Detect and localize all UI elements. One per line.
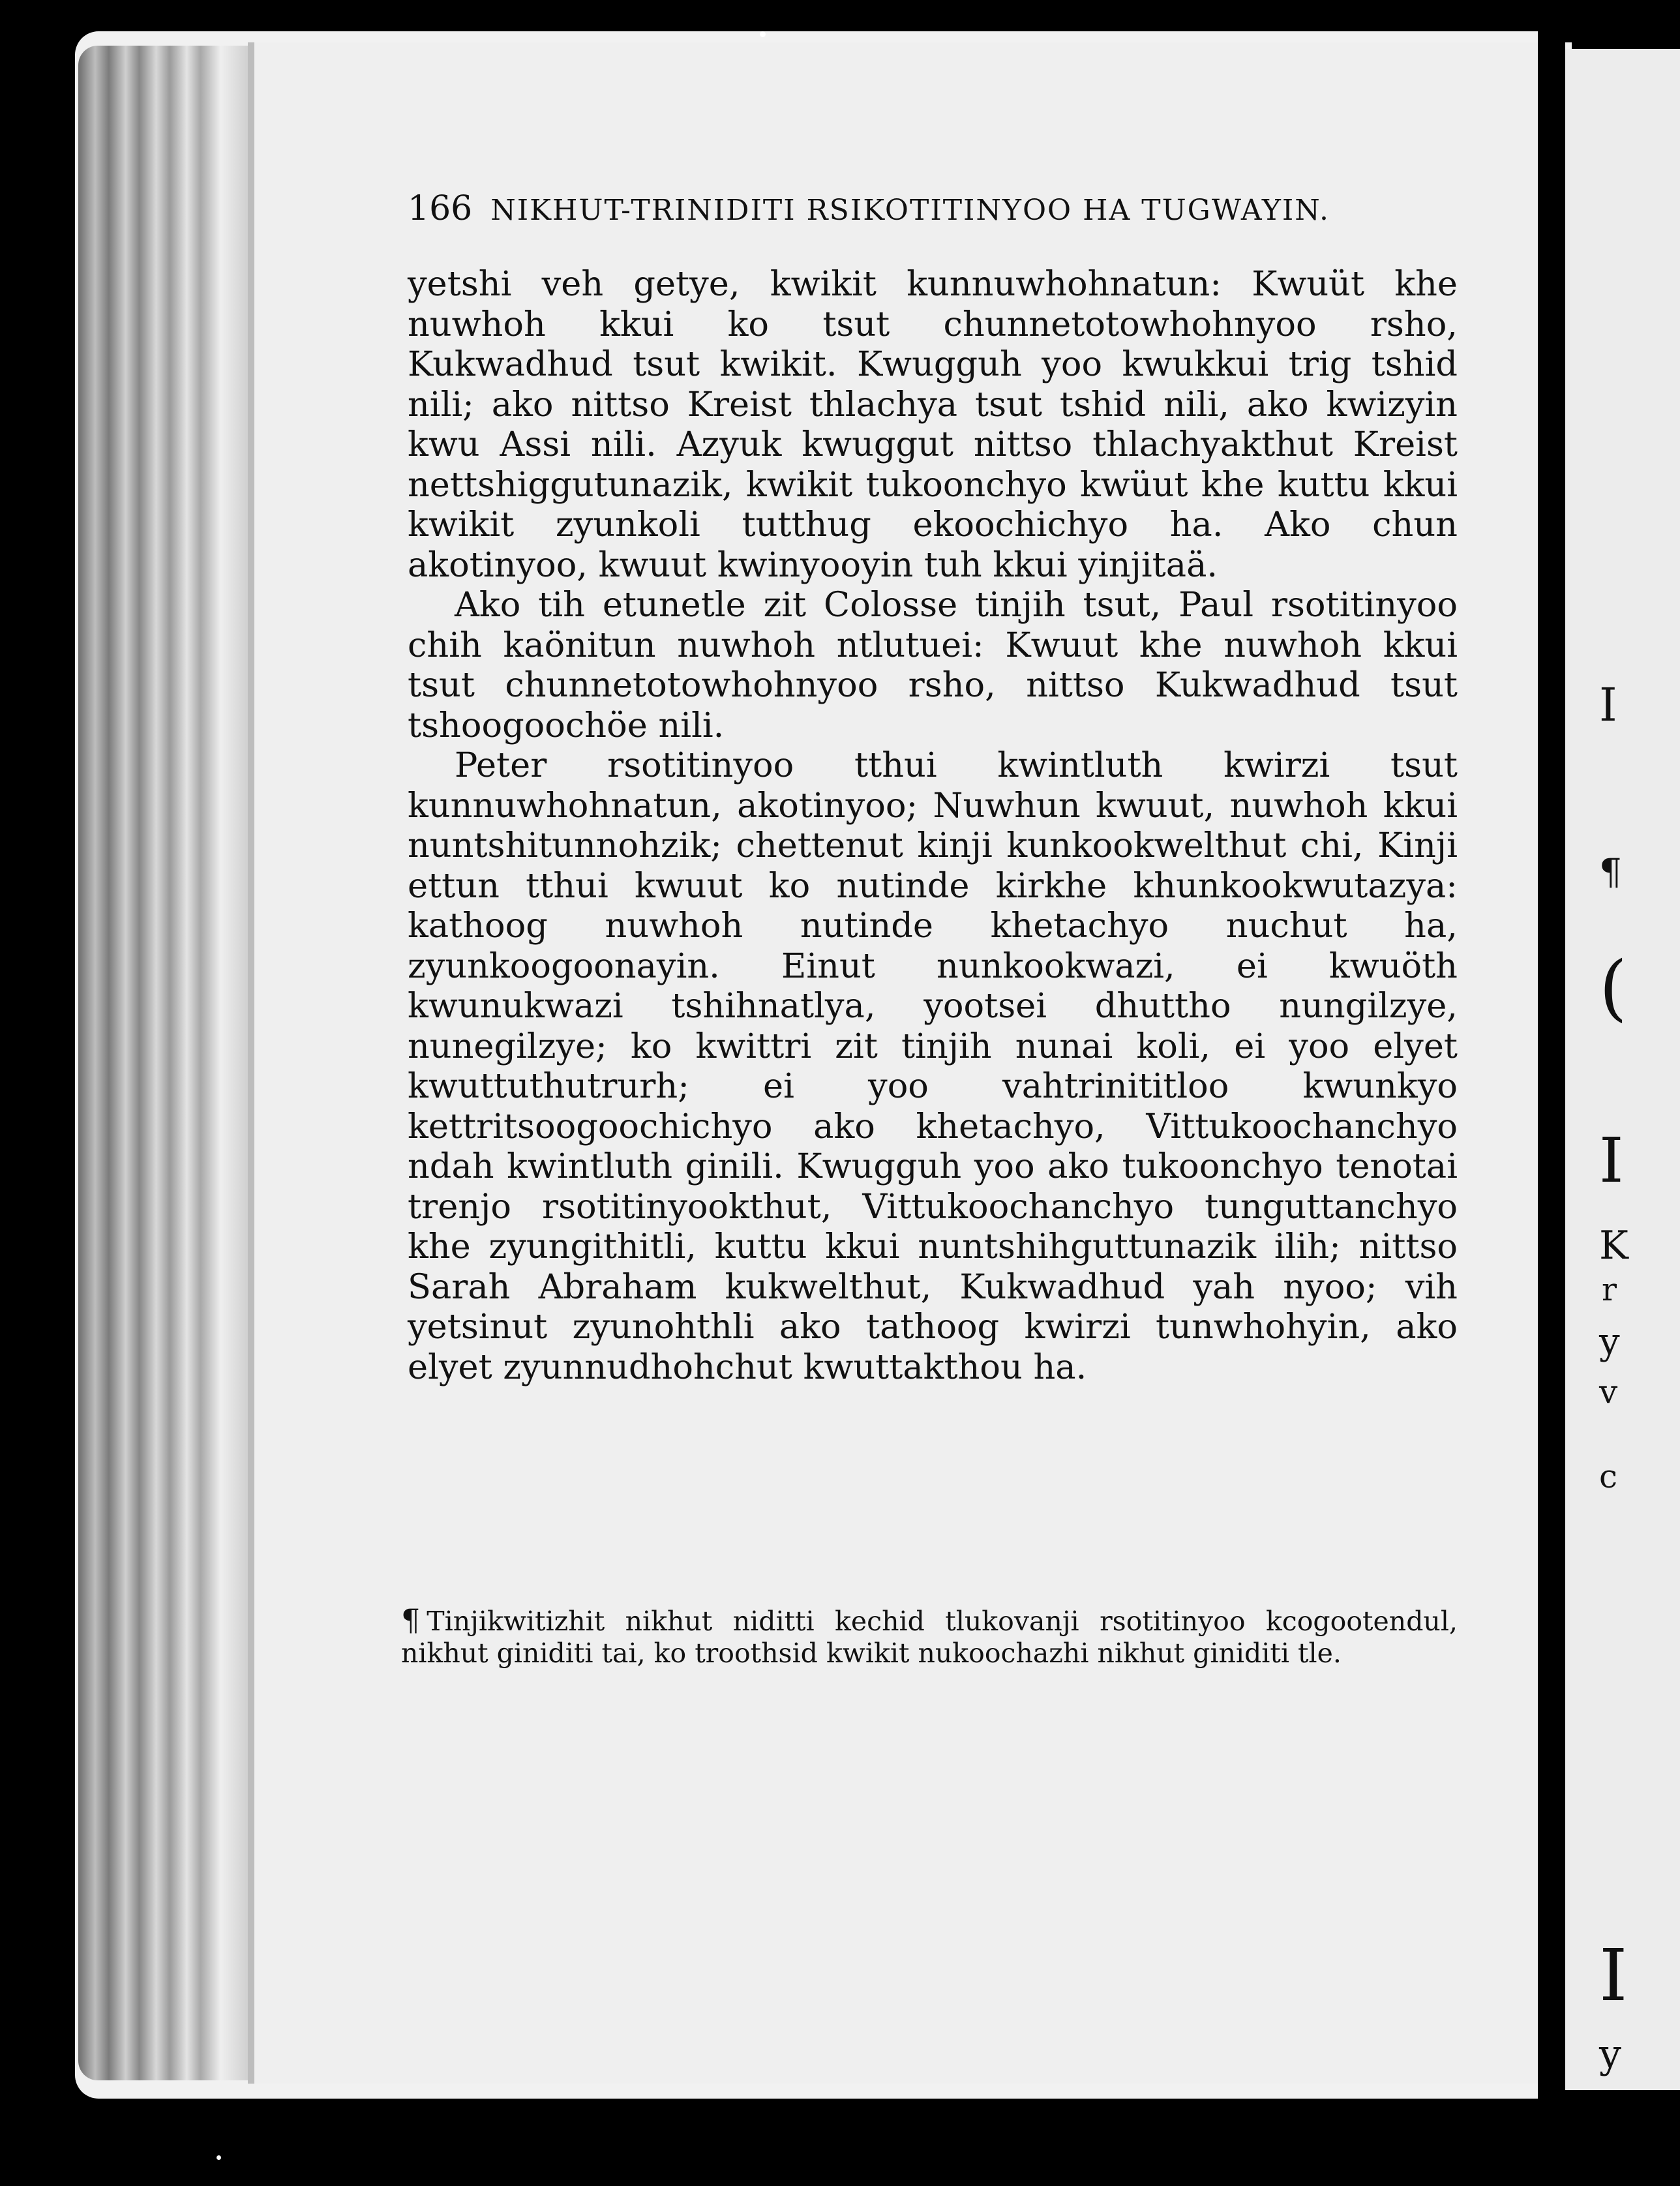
book-gutter (1538, 0, 1565, 2186)
page-number: 166 (408, 189, 473, 228)
running-header (408, 189, 1458, 235)
right-fragment-1: I (1599, 678, 1617, 732)
right-fragment-2: ¶ (1599, 851, 1622, 893)
right-fragment-7: y (1599, 1321, 1620, 1363)
right-fragment-5: K (1599, 1223, 1628, 1268)
right-fragment-11: y (1599, 2031, 1621, 2077)
dust-speck (217, 2155, 221, 2160)
page-edges-stack (78, 46, 248, 2080)
footnote-text: Tinjikwitizhit nikhut niditti kechid tlukovanji rsotitinyoo kcogootendul, nikhut giniditi tai, ko troothsid kwikit nukoochazhi nikhut giniditi tle. (401, 1606, 1458, 1669)
right-fragment-6: r (1602, 1272, 1617, 1308)
right-fragment-8: v (1599, 1373, 1618, 1411)
right-fragment-9: c (1599, 1458, 1618, 1495)
right-fragment-3: ( (1599, 946, 1627, 1029)
right-fragment-10: I (1599, 1934, 1628, 2017)
paragraph-3: Peter rsotitinyoo tthui kwintluth kwirzi tsut kunnuwhohnatun, akotinyoo; Nuwhun kwuut, nuwhoh kkui nuntshitunnohzik; chettenut kinji kunkookwelthut chi, Kinji ettun tthui kwuut ko nutinde kirkhe khunkookwutazya: kathoog nuwhoh nutinde khetachyo nuchut ha, zyunkoogoonayin. Einut nunkookwazi, ei kwuöth kwunukwazi tshihnatlya, yootsei dhuttho nungilzye, nunegilzye; ko kwittri zit tinjih nunai koli, ei yoo elyet kwuttuthutrurh; ei yoo vahtrinititloo kwunkyo kettritsoogoochichyo ako khetachyo, Vittukoochanchyo ndah kwintluth ginili. Kwugguh yoo ako tukoonchyo tenotai trenjo rsotitinyookthut, Vittukoochanchyo tunguttanchyo khe zyungithitli, kuttu kkui nuntshihguttunazik ilih; nittso Sarah Abraham kukwelthut, Kukwadhud yah nyoo; vih yetsinut zyunohthli ako tathoog kwirzi tunwhohyin, ako elyet zyunnudhohchut kwuttakthou ha. (408, 745, 1458, 1387)
right-page-fragment (1565, 49, 1680, 2090)
pilcrow-mark: ¶ (401, 1602, 421, 1638)
footnote (401, 1604, 1458, 1669)
main-text (408, 264, 1458, 1387)
dust-speck (760, 31, 766, 37)
paragraph-2: Ako tih etunetle zit Colosse tinjih tsut, Paul rsotitinyoo chih kaönitun nuwhoh ntlutuei: Kwuut khe nuwhoh kkui tsut chunnetotowhohnyoo rsho, nittso Kukwadhud tsut tshoogoochöe nili. (408, 585, 1458, 745)
running-title: NIKHUT-TRINIDITI RSIKOTITINYOO HA TUGWAYIN. (490, 194, 1330, 227)
right-fragment-4: I (1599, 1125, 1624, 1197)
paragraph-1: yetshi veh getye, kwikit kunnuwhohnatun: Kwuüt khe nuwhoh kkui ko tsut chunnetotowhohnyoo rsho, Kukwadhud tsut kwikit. Kwugguh yoo kwukkui trig tshid nili; ako nittso Kreist thlachya tsut tshid nili, ako kwizyin kwu Assi nili. Azyuk kwuggut nittso thlachyakthut Kreist nettshiggutunazik, kwikit tukoonchyo kwüut khe kuttu kkui kwikit zyunkoli tutthug ekoochichyo ha. Ako chun akotinyoo, kwuut kwinyooyin tuh kkui yinjitaä. (408, 264, 1458, 585)
